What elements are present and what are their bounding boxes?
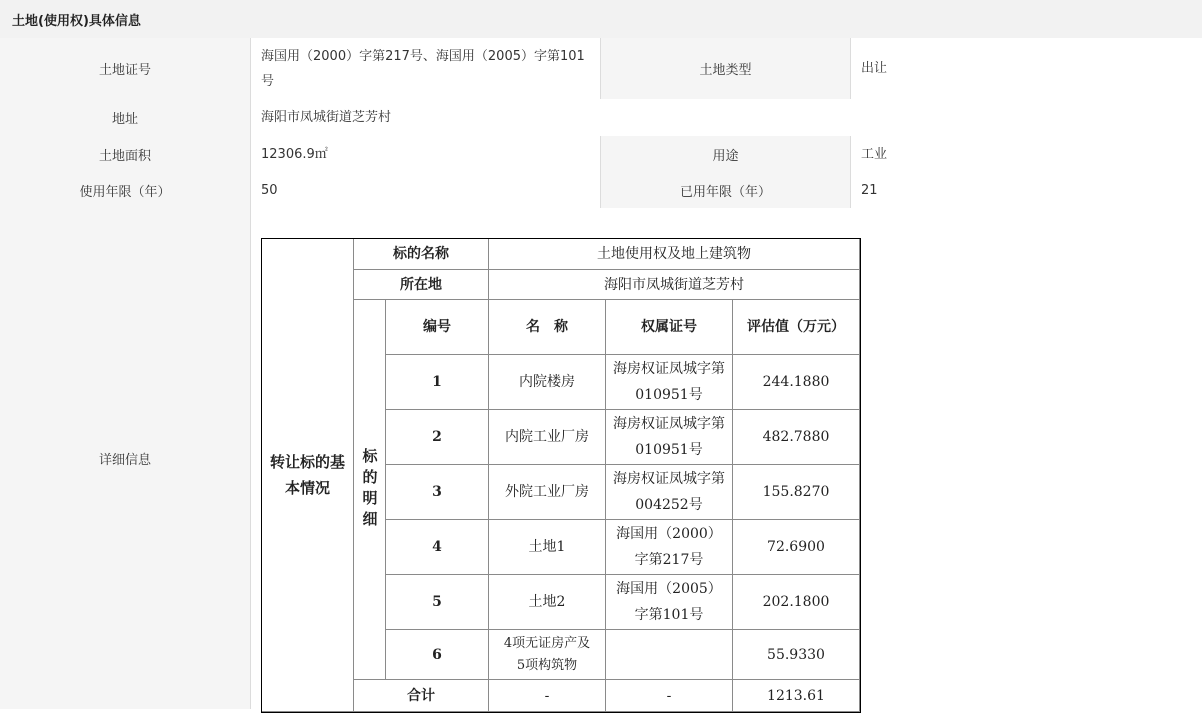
item-value: 72.6900	[733, 520, 860, 575]
item-cert: 海房权证凤城字第010951号	[606, 355, 733, 410]
item-name: 土地1	[489, 520, 606, 575]
address-value: 海阳市凤城街道芝芳村	[250, 99, 1202, 136]
land-area-label: 土地面积	[0, 136, 250, 172]
item-name: 4项无证房产及5项构筑物	[489, 630, 606, 680]
item-no: 5	[386, 575, 489, 630]
land-type-label: 土地类型	[600, 38, 850, 99]
total-value: 1213.61	[733, 680, 860, 712]
total-label: 合计	[354, 680, 489, 712]
used-term-value: 21	[850, 172, 1202, 208]
item-value: 202.1800	[733, 575, 860, 630]
col-header-no: 编号	[386, 300, 489, 355]
col-header-cert: 权属证号	[606, 300, 733, 355]
used-term-label: 已用年限（年）	[600, 172, 850, 208]
subject-name-value: 土地使用权及地上建筑物	[489, 239, 860, 270]
item-value: 55.9330	[733, 630, 860, 680]
item-no: 6	[386, 630, 489, 680]
item-no: 2	[386, 410, 489, 465]
land-area-value: 12306.9㎡	[250, 136, 600, 172]
address-label: 地址	[0, 99, 250, 136]
detail-group-label-text: 标的明细	[360, 447, 379, 532]
use-term-label: 使用年限（年）	[0, 172, 250, 208]
total-name: -	[489, 680, 606, 712]
usage-label: 用途	[600, 136, 850, 172]
item-cert: 海房权证凤城字第010951号	[606, 410, 733, 465]
item-value: 244.1880	[733, 355, 860, 410]
detail-group-label	[354, 300, 386, 680]
usage-value: 工业	[850, 136, 1202, 172]
location-value: 海阳市凤城街道芝芳村	[489, 270, 860, 300]
item-name: 内院楼房	[489, 355, 606, 410]
land-cert-value: 海国用（2000）字第217号、海国用（2005）字第101号	[250, 38, 600, 99]
item-name: 外院工业厂房	[489, 465, 606, 520]
col-header-value: 评估值（万元）	[733, 300, 860, 355]
item-name: 土地2	[489, 575, 606, 630]
item-cert: 海国用（2005）字第101号	[606, 575, 733, 630]
item-name: 内院工业厂房	[489, 410, 606, 465]
section-title: 土地(使用权)具体信息	[0, 0, 1202, 38]
location-label: 所在地	[354, 270, 489, 300]
item-no: 3	[386, 465, 489, 520]
item-cert	[606, 630, 733, 680]
total-cert: -	[606, 680, 733, 712]
subject-name-label: 标的名称	[354, 239, 489, 270]
land-type-value: 出让	[850, 38, 1202, 99]
land-cert-label: 土地证号	[0, 38, 250, 99]
item-cert: 海国用（2000）字第217号	[606, 520, 733, 575]
item-no: 4	[386, 520, 489, 575]
transfer-detail-table	[261, 238, 861, 713]
group-label-text: 转让标的基本情况	[270, 453, 346, 497]
item-value: 155.8270	[733, 465, 860, 520]
detail-label: 详细信息	[0, 208, 250, 709]
item-cert: 海房权证凤城字第004252号	[606, 465, 733, 520]
use-term-value: 50	[250, 172, 600, 208]
group-label	[262, 239, 354, 712]
col-header-name: 名 称	[489, 300, 606, 355]
item-no: 1	[386, 355, 489, 410]
item-value: 482.7880	[733, 410, 860, 465]
